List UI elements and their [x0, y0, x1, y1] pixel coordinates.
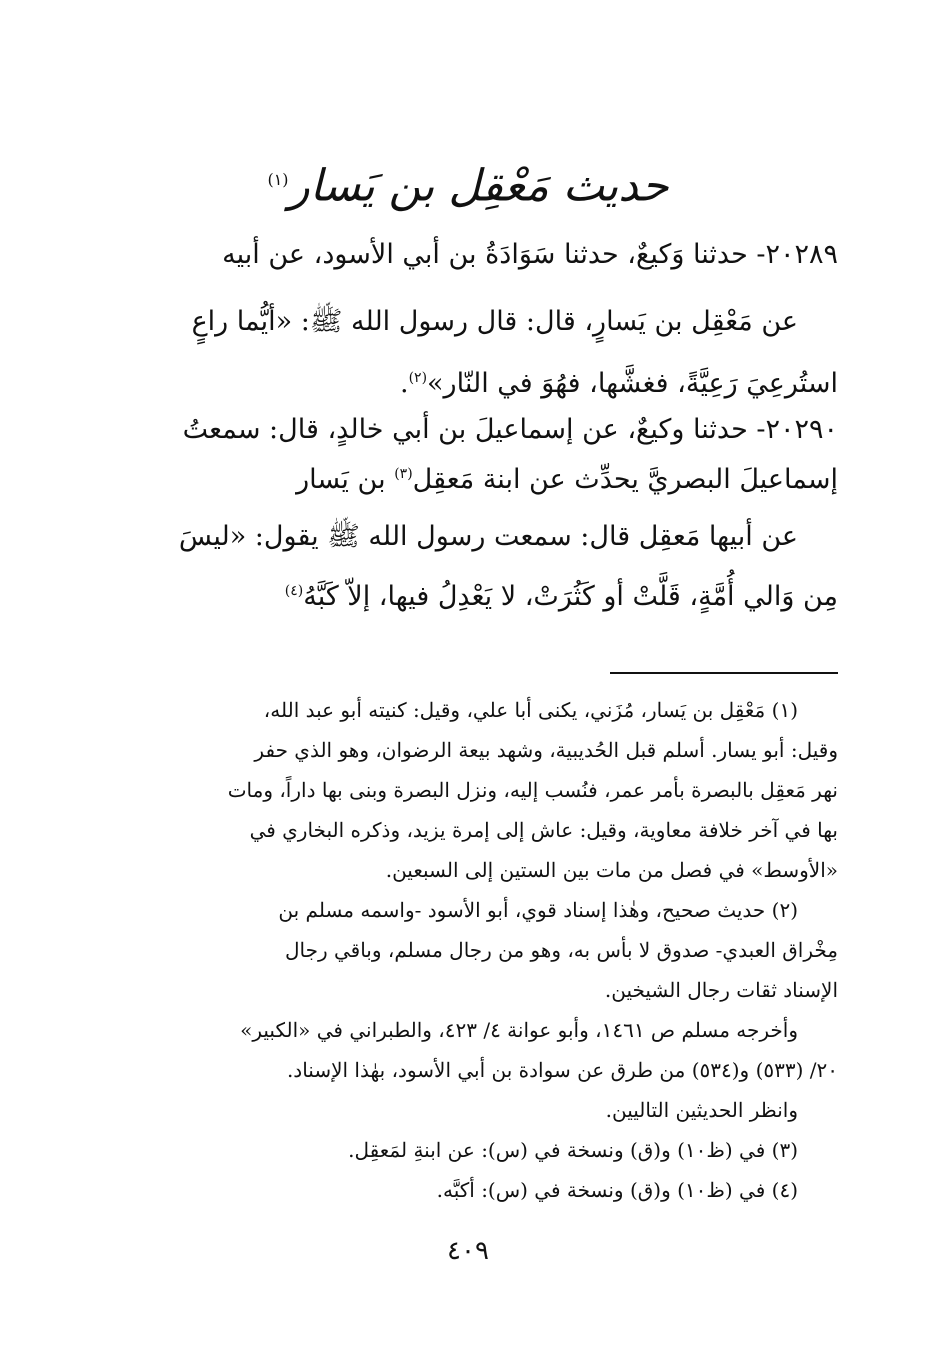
hadith-20289-matn: [120, 293, 838, 412]
footnote-mark: (٢): [408, 370, 428, 386]
title-footnote-mark: (١): [267, 170, 289, 189]
footnote-1-line: بها في آخر خلافة معاوية، وقيل: عاش إلى إمرة يزيد، وذكره البخاري في: [249, 818, 838, 842]
footnote-1-line: «الأوسط» في فصل من مات بين الستين إلى السبعين.: [385, 858, 838, 882]
hadith-line-end: .: [399, 368, 409, 399]
footnote-2-line: الإسناد ثقات رجال الشيخين.: [604, 978, 838, 1002]
hadith-line: [120, 350, 838, 412]
footnote-mark: (٣): [394, 466, 413, 482]
footnote-2-line: مِخْراق العبدي- صدوق لا بأس به، وهو من رجال مسلم، وباقي رجال: [284, 938, 838, 962]
hadith-text: بن يَسار: [296, 464, 395, 495]
footnote-1-line: نهر مَعقِل بالبصرة بأمر عمر، فنُسب إليه، ونزل البصرة وبنى بها داراً، ومات: [227, 778, 838, 802]
hadith-line: عن أبيها مَعقِل قال: سمعت رسول الله ﷺ يقول: «ليسَ: [178, 521, 798, 552]
footnote-2-line: وانظر الحديثين التاليين.: [605, 1098, 798, 1122]
hadith-line: عن مَعْقِل بن يَسارٍ، قال: قال رسول الله ﷺ: «أيُّما راعٍ: [191, 306, 798, 337]
footnote-1-line: (١) مَعْقِل بن يَسار، مُزَني، يكنى أبا علي، وقيل: كنيته أبو عبد الله،: [263, 698, 798, 722]
footnotes: [130, 690, 838, 1210]
footnote-mark: (٤): [284, 583, 304, 599]
chapter-title-text: حديث مَعْقِل بن يَسار: [288, 160, 669, 212]
footnote-2-line: وأخرجه مسلم ص ١٤٦١، وأبو عوانة ٤/ ٤٢٣، والطبراني في «الكبير»: [240, 1018, 798, 1042]
chapter-title: [0, 150, 936, 217]
footnote-separator: [610, 672, 838, 674]
hadith-text: استُرعِيَ رَعِيَّةً، فغشَّها، فهُوَ في النّار»: [427, 368, 838, 399]
hadith-text: إسماعيلَ البصريَّ يحدِّث عن ابنة مَعقِل: [412, 464, 838, 495]
footnote-4: (٤) في (ظ١٠) و(ق) ونسخة في (س): أكبَّه.: [436, 1178, 798, 1202]
footnote-2-line: (٢) حديث صحيح، وهٰذا إسناد قوي، أبو الأسود -واسمه مسلم بن: [278, 898, 798, 922]
hadith-text: مِن وَالي أُمَّةٍ، قَلَّتْ أو كَثُرَتْ، لا يَعْدِلُ فيها، إلاّ كَبَّهُ: [303, 581, 838, 612]
footnote-1-line: وقيل: أبو يسار. أسلم قبل الحُديبية، وشهد بيعة الرضوان، وهو الذي حفر: [254, 738, 838, 762]
hadith-line: [120, 452, 838, 502]
hadith-20290-matn: [120, 510, 838, 624]
footnote-3: (٣) في (ظ١٠) و(ق) ونسخة في (س): عن ابنةِ لمَعقِل.: [348, 1138, 798, 1162]
footnote-2-line: ٢٠/ (٥٣٣) و(٥٣٤) من طرق عن سوادة بن أبي الأسود، بهٰذا الإسناد.: [286, 1058, 838, 1082]
hadith-20290-isnad: [120, 408, 838, 502]
hadith-line: ٢٠٢٨٩- حدثنا وَكيعٌ، حدثنا سَوَادَةُ بن أبي الأسود، عن أبيه: [222, 239, 838, 270]
hadith-line: [120, 564, 838, 624]
hadith-20289-isnad: [120, 228, 838, 281]
page-number: ٤٠٩: [447, 1236, 489, 1266]
hadith-line: ٢٠٢٩٠- حدثنا وكيعٌ، عن إسماعيلَ بن أبي خالدٍ، قال: سمعتُ: [182, 414, 838, 445]
